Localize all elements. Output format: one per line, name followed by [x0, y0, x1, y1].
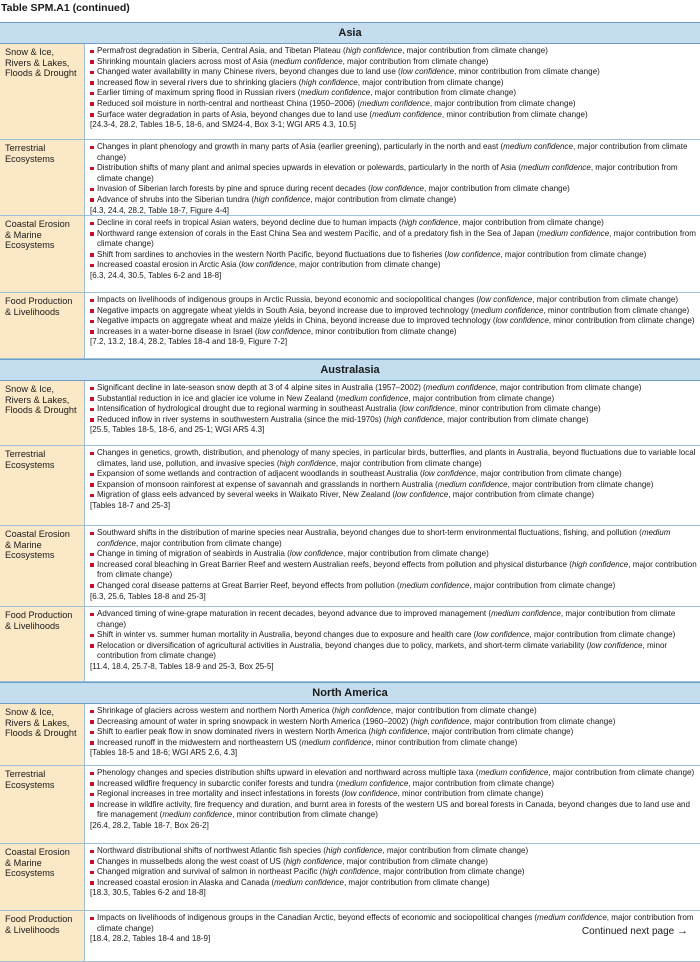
- confidence-level: medium confidence: [338, 778, 409, 788]
- impact-item: [90, 581, 697, 592]
- impact-item: [90, 727, 697, 738]
- table-row: [0, 607, 700, 682]
- impact-text: Negative impacts on aggregate wheat yields in South Asia, beyond increase due to improved technology (: [97, 305, 474, 315]
- impact-text: , major contribution from climate change): [475, 469, 622, 479]
- impact-text: , minor contribution from climate change): [232, 810, 378, 820]
- impact-text: Changes in musselbeds along the west coast of US (: [97, 856, 286, 866]
- impact-text: Permafrost degradation in Siberia, Central Asia, and Tibetan Plateau (: [97, 46, 346, 55]
- table-row: [0, 446, 700, 526]
- impact-text: Increased runoff in the midwestern and northeastern US (: [97, 737, 302, 747]
- impact-item: [90, 560, 697, 581]
- reference-text: [26.4, 28.2, Table 18-7, Box 26-2]: [90, 820, 209, 830]
- impact-text: Changed water availability in many Chinese rivers, beyond changes due to land use (: [97, 67, 401, 77]
- region-header: North America: [0, 682, 700, 704]
- impact-text: Invasion of Siberian larch forests by pine and spruce during recent decades (: [97, 184, 371, 194]
- impact-item: [90, 717, 697, 728]
- impact-text: , major contribution from climate change): [424, 184, 570, 194]
- table-row: [0, 140, 700, 216]
- impact-text: Northward range extension of corals in the East China Sea and western Pacific, and of a predatory fish in the Sea of Japan (: [97, 228, 540, 238]
- impact-text: , major contribution from climate change): [448, 490, 595, 500]
- confidence-level: high confidence: [571, 559, 629, 569]
- confidence-level: high confidence: [285, 856, 343, 866]
- reference-text: [6.3, 24.4, 30.5, Tables 6-2 and 18-8]: [90, 270, 222, 280]
- confidence-level: low confidence: [395, 490, 449, 500]
- impact-item: [90, 404, 697, 415]
- impact-text: Increased flow in several rivers due to shrinking glaciers (: [97, 77, 302, 87]
- impacts-cell: [84, 293, 700, 358]
- impact-text: , major contribution from climate change): [97, 163, 678, 183]
- region-header: Australasia: [0, 359, 700, 381]
- arrow-right-icon: →: [677, 925, 688, 937]
- impact-text: Southward shifts in the distribution of marine species near Australia, beyond changes due to short-term environmental fluctuations, fishing, and pollution (: [97, 528, 642, 537]
- confidence-level: medium confidence: [521, 163, 591, 173]
- impact-item: [90, 549, 697, 560]
- table-row: [0, 526, 700, 607]
- confidence-level: medium confidence: [539, 228, 610, 238]
- category-cell: Food Production & Livelihoods: [0, 607, 84, 681]
- impact-item: [90, 448, 697, 469]
- confidence-level: medium confidence: [473, 305, 544, 315]
- category-cell: Food Production & Livelihoods: [0, 911, 84, 961]
- impacts-cell: [84, 381, 700, 445]
- page-title: Table SPM.A1 (continued): [1, 2, 130, 14]
- confidence-level: medium confidence: [399, 580, 470, 590]
- impact-item: [90, 306, 697, 317]
- continued-next-page[interactable]: [582, 925, 688, 937]
- confidence-level: low confidence: [495, 316, 549, 326]
- impact-item: [90, 110, 697, 121]
- confidence-level: medium confidence: [437, 479, 508, 489]
- impact-text: , minor contribution from climate change): [543, 305, 690, 315]
- impacts-cell: [84, 766, 700, 843]
- impact-text: , major contribution from climate change): [97, 142, 688, 162]
- impact-text: Changes in plant phenology and growth in many parts of Asia (earlier greening), particularly in the north and east (: [97, 142, 504, 151]
- impact-text: , minor contribution from climate change): [397, 789, 544, 799]
- category-cell: Snow & Ice, Rivers & Lakes, Floods & Drought: [0, 44, 84, 139]
- impact-text: , major contribution from climate change): [500, 249, 647, 259]
- impact-text: , minor contribution from climate change): [310, 326, 457, 336]
- table-row: [0, 766, 700, 844]
- continued-label: Continued next page: [581, 926, 675, 937]
- confidence-level: low confidence: [257, 326, 311, 336]
- impact-item: [90, 630, 697, 641]
- confidence-level: medium confidence: [503, 142, 573, 151]
- table-row: [0, 216, 700, 293]
- impact-text: Phenology changes and species distribution shifts upward in elevation and northward across multiple taxa (: [97, 768, 479, 777]
- impact-text: Change in timing of migration of seabirds in Australia (: [97, 549, 290, 559]
- impact-item: [90, 878, 697, 889]
- impact-text: Increased coastal erosion in Alaska and Canada (: [97, 877, 275, 887]
- category-cell: Coastal Erosion & Marine Ecosystems: [0, 526, 84, 606]
- impact-item: [90, 229, 697, 250]
- impact-text: , major contribution from climate change): [529, 630, 676, 640]
- confidence-level: high confidence: [254, 194, 311, 204]
- impact-text: Reduced inflow in river systems in southwestern Australia (since the mid-1970s) (: [97, 414, 387, 424]
- table-row: [0, 704, 700, 766]
- impact-text: , major contribution from climate change): [382, 846, 529, 855]
- confidence-level: low confidence: [479, 295, 533, 304]
- table-row: [0, 381, 700, 446]
- impact-item: [90, 867, 697, 878]
- impact-text: , major contribution from climate change): [429, 98, 576, 108]
- impact-text: , major contribution from climate change): [469, 716, 616, 726]
- impact-text: , major contribution from climate change): [370, 88, 517, 98]
- impacts-cell: [84, 607, 700, 681]
- impact-text: , major contribution from climate change): [342, 56, 489, 66]
- confidence-level: low confidence: [241, 260, 295, 270]
- impact-item: [90, 383, 697, 394]
- confidence-level: medium confidence: [372, 109, 442, 119]
- reference-text: [Tables 18-5 and 18-6; WGI AR5 2.6, 4.3]: [90, 748, 238, 758]
- impacts-cell: [84, 704, 700, 765]
- impacts-cell: [84, 526, 700, 606]
- impact-text: Expansion of some wetlands and contraction of adjacent woodlands in southeast Australia (: [97, 469, 423, 479]
- impact-item: [90, 250, 697, 261]
- impact-text: Increases in a water-borne disease in Israel (: [97, 326, 258, 336]
- impact-text: , major contribution from climate change): [390, 706, 537, 715]
- impact-text: , major contribution from climate change): [532, 295, 679, 304]
- impact-text: Shift from sardines to anchovies in the western North Pacific, beyond fluctuations due to fisheries (: [97, 249, 448, 259]
- impact-text: , major contribution from climate change): [469, 580, 616, 590]
- impact-text: Significant decline in late-season snow depth at 3 of 4 alpine sites in Australia (1957–2002) (: [97, 383, 426, 392]
- impact-item: [90, 57, 697, 68]
- confidence-level: high confidence: [334, 706, 391, 715]
- confidence-level: low confidence: [447, 249, 501, 259]
- impact-item: [90, 789, 697, 800]
- table-row: [0, 844, 700, 911]
- impact-text: , major contribution from climate change): [335, 458, 482, 468]
- impact-item: [90, 768, 697, 779]
- impact-item: [90, 469, 697, 480]
- impact-item: [90, 779, 697, 790]
- impact-text: , major contribution from climate change): [97, 609, 676, 629]
- impact-item: [90, 415, 697, 426]
- impact-text: , major contribution from climate change): [495, 383, 642, 392]
- confidence-level: low confidence: [589, 640, 643, 650]
- confidence-level: medium confidence: [338, 393, 409, 403]
- impact-text: , minor contribution from climate change): [441, 109, 588, 119]
- impact-text: Substantial reduction in ice and glacier ice volume in New Zealand (: [97, 393, 339, 403]
- impact-text: Decline in coral reefs in tropical Asian waters, beyond decline due to human impacts (: [97, 218, 402, 227]
- category-cell: Snow & Ice, Rivers & Lakes, Floods & Drought: [0, 381, 84, 445]
- impact-item: [90, 394, 697, 405]
- category-cell: Terrestrial Ecosystems: [0, 766, 84, 843]
- impact-item: [90, 480, 697, 491]
- impact-item: [90, 327, 697, 338]
- impact-item: [90, 99, 697, 110]
- impact-text: Changed coral disease patterns at Great Barrier Reef, beyond effects from pollution (: [97, 580, 400, 590]
- category-cell: Snow & Ice, Rivers & Lakes, Floods & Drought: [0, 704, 84, 765]
- confidence-level: medium confidence: [491, 609, 561, 618]
- confidence-level: high confidence: [326, 846, 383, 855]
- impact-text: Decreasing amount of water in spring snowpack in western North America (1960–2002) (: [97, 716, 414, 726]
- confidence-level: high confidence: [371, 727, 428, 737]
- impacts-cell: [84, 44, 700, 139]
- impact-text: Migration of glass eels advanced by several weeks in Waikato River, New Zealand (: [97, 490, 396, 500]
- category-cell: Terrestrial Ecosystems: [0, 446, 84, 525]
- impact-text: , major contribution from climate change): [507, 479, 654, 489]
- impact-item: [90, 609, 697, 630]
- confidence-level: medium confidence: [478, 768, 549, 777]
- impact-text: Advanced timing of wine-grape maturation in recent decades, beyond advance due to improved management (: [97, 609, 492, 618]
- impact-item: [90, 641, 697, 662]
- confidence-level: low confidence: [344, 789, 398, 799]
- impact-item: [90, 490, 697, 501]
- impact-text: Expansion of monsoon rainforest at expense of savannah and grasslands in northern Australia (: [97, 479, 438, 489]
- reference-text: [4.3, 24.4, 28.2, Table 18-7, Figure 4-4]: [90, 205, 229, 215]
- impact-item: [90, 88, 697, 99]
- impact-text: Increased wildfire frequency in subarctic conifer forests and tundra (: [97, 778, 339, 788]
- impacts-table: [0, 22, 700, 962]
- impact-text: , major contribution from climate change): [442, 414, 589, 424]
- confidence-level: medium confidence: [272, 56, 343, 66]
- impact-text: Earlier timing of maximum spring flood in Russian rivers (: [97, 88, 301, 98]
- reference-text: [24.3-4, 28.2, Tables 18-5, 18-6, and SM24-4, Box 3-1; WGI AR5 4.3, 10.5]: [90, 120, 356, 130]
- impact-text: Shift to earlier peak flow in snow dominated rivers in western North America (: [97, 727, 372, 737]
- impact-item: [90, 78, 697, 89]
- impact-text: Increase in wildfire activity, fire frequency and duration, and burnt area in forests of the western US and boreal forests in Canada, beyond changes due to land use and fire management (: [97, 799, 690, 820]
- impact-item: [90, 800, 697, 821]
- impact-item: [90, 528, 697, 549]
- impact-text: Regional increases in tree mortality and insect infestations in forests (: [97, 789, 345, 799]
- impact-text: Negative impacts on aggregate wheat and maize yields in China, beyond increase due to improved technology (: [97, 316, 496, 326]
- impact-text: Changed migration and survival of salmon in northeast Pacific (: [97, 867, 323, 877]
- impact-item: [90, 316, 697, 327]
- confidence-level: low confidence: [476, 630, 530, 640]
- confidence-level: medium confidence: [301, 737, 372, 747]
- confidence-level: medium confidence: [97, 528, 671, 548]
- impact-text: , major contribution from climate change): [135, 538, 282, 548]
- confidence-level: medium confidence: [537, 913, 607, 922]
- impact-item: [90, 846, 697, 857]
- impacts-cell: [84, 140, 700, 215]
- impact-text: , major contribution from climate change): [457, 218, 604, 227]
- confidence-level: low confidence: [422, 469, 476, 479]
- reference-text: [25.5, Tables 18-5, 18-6, and 25-1; WGI AR5 4.3]: [90, 425, 265, 435]
- impact-item: [90, 195, 697, 206]
- impact-text: Impacts on livelihoods of indigenous groups in the Canadian Arctic, beyond effects of economic and sociopolitical changes (: [97, 913, 538, 922]
- table-row: [0, 293, 700, 359]
- impact-text: , major contribution from climate change): [427, 727, 574, 737]
- impact-item: [90, 738, 697, 749]
- impact-text: , major contribution from climate change): [343, 877, 490, 887]
- confidence-level: medium confidence: [162, 810, 233, 820]
- confidence-level: medium confidence: [360, 98, 430, 108]
- impact-text: Reduced soil moisture in north-central and northeast China (1950–2006) (: [97, 98, 361, 108]
- impact-item: [90, 67, 697, 78]
- confidence-level: high confidence: [279, 458, 336, 468]
- impacts-cell: [84, 216, 700, 292]
- impact-text: , minor contribution from climate change): [454, 404, 601, 414]
- impact-item: [90, 46, 697, 57]
- category-cell: Coastal Erosion & Marine Ecosystems: [0, 844, 84, 910]
- reference-text: [Tables 18-7 and 25-3]: [90, 500, 171, 510]
- confidence-level: high confidence: [401, 218, 458, 227]
- reference-text: [18.4, 28.2, Tables 18-4 and 18-9]: [90, 934, 211, 944]
- confidence-level: medium confidence: [274, 877, 344, 887]
- confidence-level: high confidence: [345, 46, 403, 55]
- impact-text: , major contribution from climate change): [310, 194, 457, 204]
- impact-item: [90, 706, 697, 717]
- impact-item: [90, 184, 697, 195]
- confidence-level: low confidence: [289, 549, 344, 559]
- impact-text: Northward distributional shifts of northwest Atlantic fish species (: [97, 846, 326, 855]
- reference-text: [11.4, 18.4, 25.7-8, Tables 18-9 and 25-3, Box 25-5]: [90, 661, 274, 671]
- impact-text: Shrinkage of glaciers across western and northern North America (: [97, 706, 335, 715]
- impact-text: Impacts on livelihoods of indigenous groups in Arctic Russia, beyond economic and sociopolitical changes (: [97, 295, 479, 304]
- reference-text: [18.3, 30.5, Tables 6-2 and 18-8]: [90, 888, 206, 898]
- impact-text: , major contribution from climate change): [378, 867, 525, 877]
- confidence-level: low confidence: [370, 184, 424, 194]
- impact-item: [90, 295, 697, 306]
- confidence-level: high confidence: [413, 716, 470, 726]
- region-header: Asia: [0, 22, 700, 44]
- impact-text: Changes in genetics, growth, distribution, and phenology of many species, in particular birds, butterflies, and plants in Australia, beyond fluctuations due to variable local climates, land use, pollution, and invasive species (: [97, 448, 696, 468]
- impact-text: Intensification of hydrological drought due to regional warming in southeast Australia (: [97, 404, 402, 414]
- impact-text: , major contribution from climate change): [408, 778, 555, 788]
- impact-text: Increased coastal erosion in Arctic Asia (: [97, 260, 242, 270]
- impact-text: Increased coral bleaching in Great Barrier Reef and western Australian reefs, beyond effects from pollution and physical disturbance (: [97, 559, 572, 569]
- impact-text: Surface water degradation in parts of Asia, beyond changes due to land use (: [97, 109, 373, 119]
- impact-item: [90, 857, 697, 868]
- confidence-level: high confidence: [301, 77, 358, 87]
- confidence-level: low confidence: [400, 67, 454, 77]
- impact-text: , major contribution from climate change): [548, 768, 695, 777]
- category-cell: Coastal Erosion & Marine Ecosystems: [0, 216, 84, 292]
- impact-text: , major contribution from climate change): [343, 549, 489, 559]
- impact-text: Shrinking mountain glaciers across most of Asia (: [97, 56, 273, 66]
- confidence-level: medium confidence: [300, 88, 371, 98]
- impact-text: , minor contribution from climate change): [548, 316, 695, 326]
- impacts-cell: [84, 844, 700, 910]
- reference-text: [6.3, 25.6, Tables 18-8 and 25-3]: [90, 591, 206, 601]
- impact-item: [90, 260, 697, 271]
- impact-item: [90, 218, 697, 229]
- impact-text: Shift in winter vs. summer human mortality in Australia, beyond changes due to exposure and health care (: [97, 630, 477, 640]
- impact-text: , minor contribution from climate change): [371, 737, 518, 747]
- impact-text: , major contribution from climate change): [357, 77, 504, 87]
- impacts-cell: [84, 446, 700, 525]
- impact-text: Relocation or diversification of agricultural activities in Australia, beyond changes due to policy, markets, and short-term climate variability (: [97, 640, 590, 650]
- table-row: [0, 44, 700, 140]
- impact-text: , major contribution from climate change): [97, 559, 697, 580]
- confidence-level: low confidence: [401, 404, 455, 414]
- confidence-level: medium confidence: [425, 383, 496, 392]
- impact-text: , minor contribution from climate change): [453, 67, 600, 77]
- impact-text: , major contribution from climate change): [97, 228, 696, 249]
- reference-text: [7.2, 13.2, 18.4, 28.2, Tables 18-4 and 18-9, Figure 7-2]: [90, 337, 288, 347]
- confidence-level: high confidence: [322, 867, 379, 877]
- impact-text: , major contribution from climate change): [97, 913, 694, 933]
- impact-text: , major contribution from climate change): [402, 46, 548, 55]
- impact-text: , minor contribution from climate change): [97, 640, 668, 661]
- category-cell: Terrestrial Ecosystems: [0, 140, 84, 215]
- impact-item: [90, 142, 697, 163]
- impact-text: , major contribution from climate change): [342, 856, 488, 866]
- category-cell: Food Production & Livelihoods: [0, 293, 84, 358]
- impact-text: Advance of shrubs into the Siberian tundra (: [97, 194, 255, 204]
- impact-text: , major contribution from climate change): [294, 260, 441, 270]
- impact-text: , major contribution from climate change): [408, 393, 555, 403]
- impact-text: Distribution shifts of many plant and animal species upwards in elevation or polewards, particularly in the north of Asia (: [97, 163, 522, 173]
- impact-item: [90, 163, 697, 184]
- confidence-level: high confidence: [386, 414, 443, 424]
